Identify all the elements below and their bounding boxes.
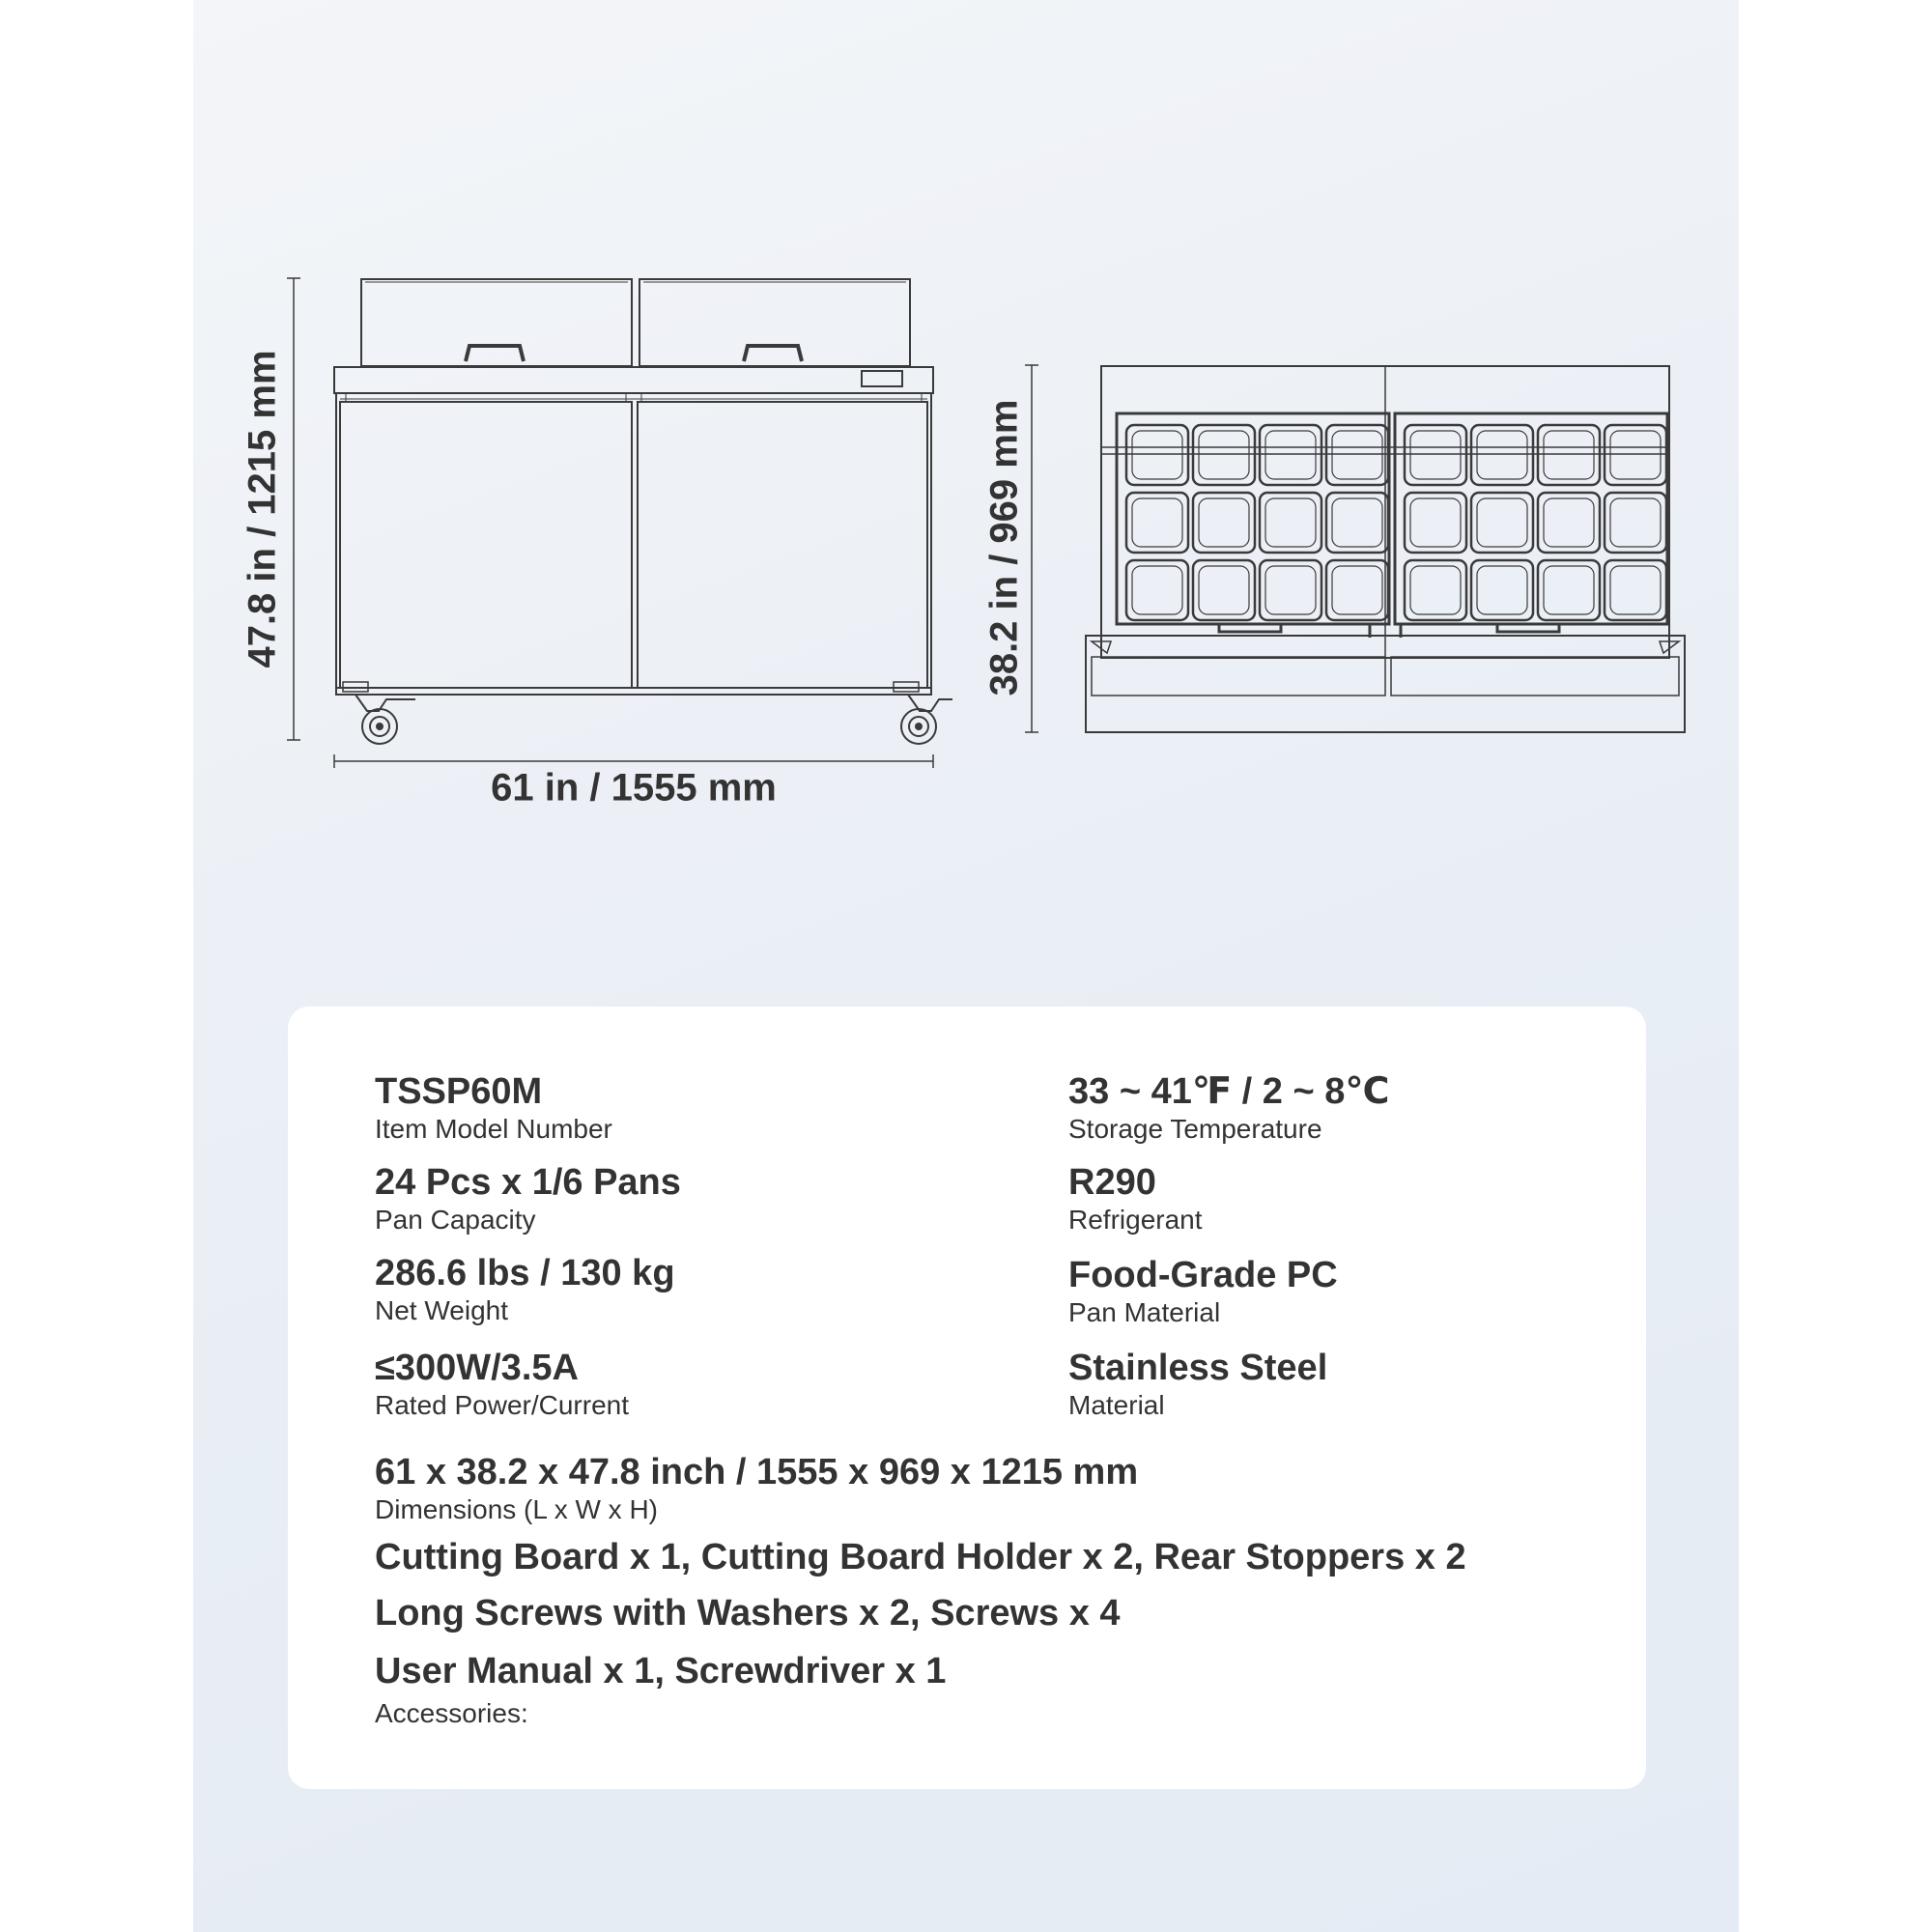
spec-pan-material-value: Food-Grade PC xyxy=(1068,1255,1338,1295)
pan-outline xyxy=(1126,493,1188,553)
pan-outline xyxy=(1605,493,1666,553)
spec-net-weight xyxy=(375,1252,675,1327)
spec-dimensions xyxy=(375,1451,1138,1526)
dimension-diagrams xyxy=(0,0,1932,869)
top-view-drawing xyxy=(1025,365,1685,732)
spec-material-label: Material xyxy=(1068,1390,1165,1420)
pan-outline xyxy=(1471,493,1533,553)
spec-power xyxy=(375,1347,629,1422)
pan-outline xyxy=(1260,560,1321,620)
pan-outline xyxy=(1193,425,1255,485)
pan-inner-outline xyxy=(1410,498,1461,547)
spec-model-label: Item Model Number xyxy=(375,1114,612,1144)
pan-inner-outline xyxy=(1544,431,1594,479)
spec-refrigerant-label: Refrigerant xyxy=(1068,1205,1203,1235)
pan-inner-outline xyxy=(1477,431,1527,479)
spec-storage-temp-value: 33 ~ 41℉ / 2 ~ 8℃ xyxy=(1068,1071,1390,1112)
specification-card xyxy=(288,1007,1646,1789)
pan-inner-outline xyxy=(1610,431,1661,479)
spec-model-value: TSSP60M xyxy=(375,1071,543,1112)
accessories-line-3: User Manual x 1, Screwdriver x 1 xyxy=(375,1651,947,1691)
spec-pan-capacity xyxy=(375,1161,681,1236)
front-height-dimension: 47.8 in / 1215 mm xyxy=(241,350,284,668)
pan-outline xyxy=(1326,425,1388,485)
pan-outline xyxy=(1193,560,1255,620)
pan-inner-outline xyxy=(1199,431,1249,479)
pan-inner-outline xyxy=(1544,498,1594,547)
pan-inner-outline xyxy=(1477,498,1527,547)
pan-outline xyxy=(1405,493,1466,553)
pan-outline xyxy=(1605,425,1666,485)
spec-pan-material xyxy=(1068,1254,1338,1329)
spec-pan-capacity-label: Pan Capacity xyxy=(375,1205,536,1235)
pan-outline xyxy=(1471,560,1533,620)
top-depth-dimension: 38.2 in / 969 mm xyxy=(982,399,1026,696)
pan-inner-outline xyxy=(1132,498,1182,547)
pan-outline xyxy=(1471,425,1533,485)
pan-outline xyxy=(1126,560,1188,620)
pan-outline xyxy=(1405,425,1466,485)
accessories-line-1: Cutting Board x 1, Cutting Board Holder x 2, Rear Stoppers x 2 xyxy=(375,1537,1466,1577)
pan-inner-outline xyxy=(1610,498,1661,547)
spec-pan-capacity-value: 24 Pcs x 1/6 Pans xyxy=(375,1162,681,1203)
pan-outline xyxy=(1538,425,1600,485)
pan-outline xyxy=(1605,560,1666,620)
spec-storage-temp xyxy=(1068,1070,1389,1146)
accessories-line-2: Long Screws with Washers x 2, Screws x 4 xyxy=(375,1593,1121,1634)
pan-inner-outline xyxy=(1265,431,1316,479)
pan-inner-outline xyxy=(1265,566,1316,614)
pan-inner-outline xyxy=(1410,431,1461,479)
spec-dimensions-label: Dimensions (L x W x H) xyxy=(375,1494,659,1524)
spec-refrigerant xyxy=(1068,1161,1203,1236)
refrigerator-drawings xyxy=(0,0,1932,869)
pan-outline xyxy=(1538,493,1600,553)
pan-outline xyxy=(1260,493,1321,553)
pan-inner-outline xyxy=(1477,566,1527,614)
front-width-dimension: 61 in / 1555 mm xyxy=(491,766,777,810)
spec-material-value: Stainless Steel xyxy=(1068,1348,1328,1388)
pan-outline xyxy=(1538,560,1600,620)
spec-net-weight-label: Net Weight xyxy=(375,1295,508,1325)
pan-outline xyxy=(1326,560,1388,620)
pan-inner-outline xyxy=(1332,498,1382,547)
spec-refrigerant-value: R290 xyxy=(1068,1162,1156,1203)
spec-material xyxy=(1068,1347,1327,1422)
spec-model xyxy=(375,1070,612,1146)
pan-inner-outline xyxy=(1132,566,1182,614)
pan-outline xyxy=(1326,493,1388,553)
front-view-drawing xyxy=(287,278,952,768)
spec-storage-temp-label: Storage Temperature xyxy=(1068,1114,1322,1144)
pan-inner-outline xyxy=(1332,566,1382,614)
pan-inner-outline xyxy=(1544,566,1594,614)
pan-inner-outline xyxy=(1199,498,1249,547)
pan-inner-outline xyxy=(1332,431,1382,479)
accessories-label: Accessories: xyxy=(375,1698,528,1728)
pan-outline xyxy=(1193,493,1255,553)
pan-inner-outline xyxy=(1199,566,1249,614)
spec-dimensions-value: 61 x 38.2 x 47.8 inch / 1555 x 969 x 1215 mm xyxy=(375,1452,1139,1492)
pan-inner-outline xyxy=(1410,566,1461,614)
pan-outline xyxy=(1260,425,1321,485)
spec-power-label: Rated Power/Current xyxy=(375,1390,630,1420)
pan-inner-outline xyxy=(1265,498,1316,547)
pan-inner-outline xyxy=(1132,431,1182,479)
pan-outline xyxy=(1126,425,1188,485)
spec-net-weight-value: 286.6 lbs / 130 kg xyxy=(375,1253,675,1293)
pan-inner-outline xyxy=(1610,566,1661,614)
pan-outline xyxy=(1405,560,1466,620)
spec-pan-material-label: Pan Material xyxy=(1068,1297,1221,1327)
spec-power-value: ≤300W/3.5A xyxy=(375,1348,579,1388)
